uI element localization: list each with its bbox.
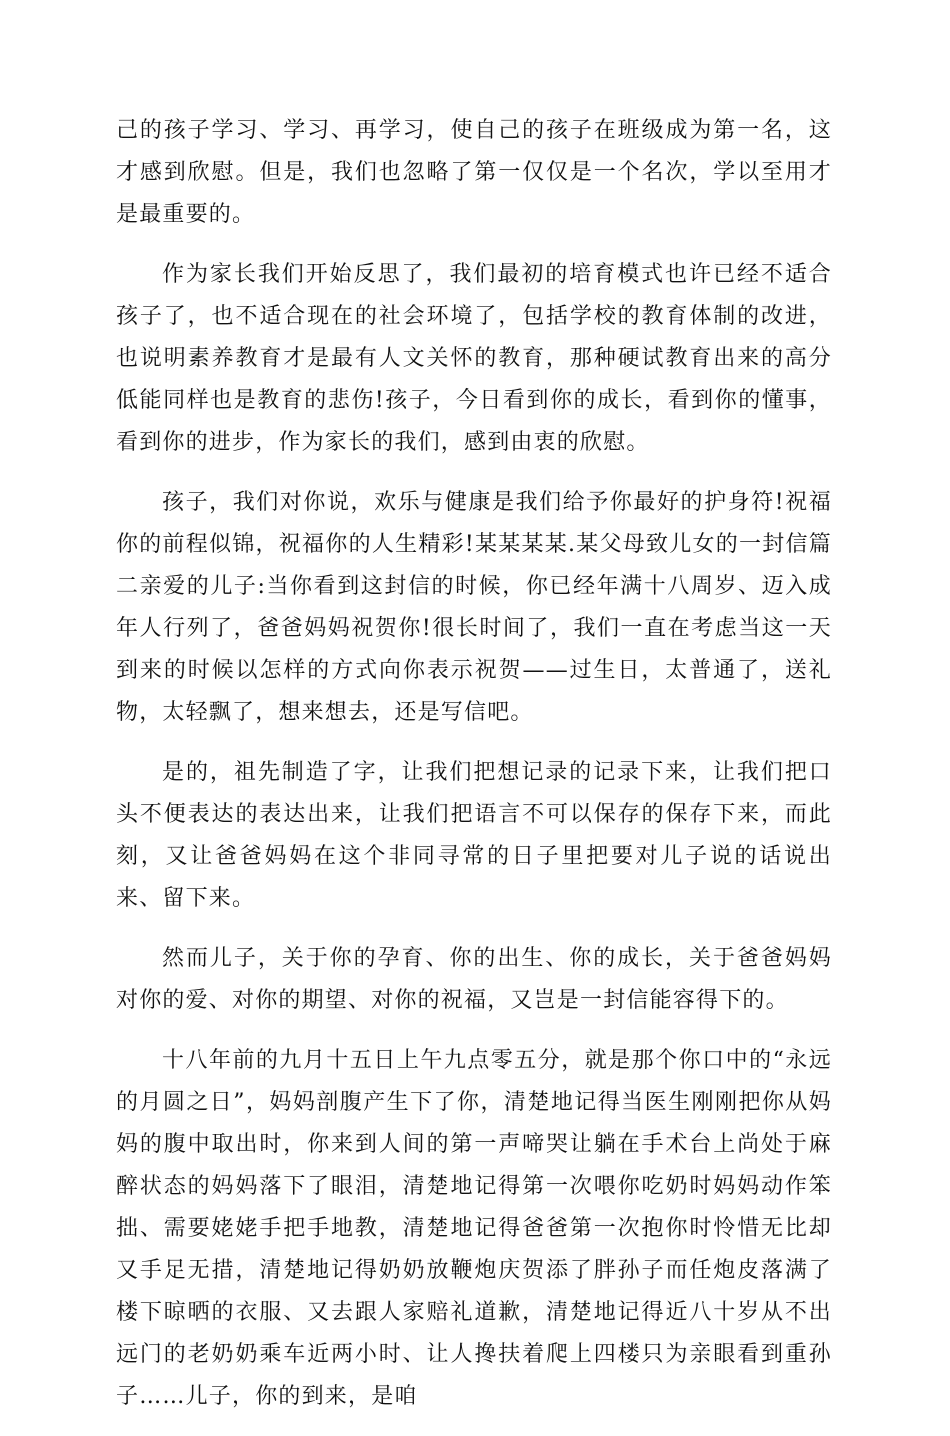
document-page bbox=[116, 110, 832, 1436]
paragraph-2: 作为家长我们开始反思了，我们最初的培育模式也许已经不适合孩子了，也不适合现在的社会环境了，包括学校的教育体制的改进，也说明素养教育才是最有人文关怀的教育，那种硬试教育出来的高分低能同样也是教育的悲伤!孩子，今日看到你的成长，看到你的懂事，看到你的进步，作为家长的我们，感到由衷的欣慰。 bbox=[116, 262, 832, 455]
paragraph-1: 己的孩子学习、学习、再学习，使自己的孩子在班级成为第一名，这才感到欣慰。但是，我们也忽略了第一仅仅是一个名次，学以至用才是最重要的。 bbox=[116, 118, 832, 227]
paragraph-5: 然而儿子，关于你的孕育、你的出生、你的成长，关于爸爸妈妈对你的爱、对你的期望、对你的祝福，又岂是一封信能容得下的。 bbox=[116, 946, 832, 1013]
paragraph-4: 是的，祖先制造了字，让我们把想记录的记录下来，让我们把口头不便表达的表达出来，让我们把语言不可以保存的保存下来，而此刻，又让爸爸妈妈在这个非同寻常的日子里把要对儿子说的话说出来、留下来。 bbox=[116, 760, 832, 911]
paragraph-3: 孩子，我们对你说，欢乐与健康是我们给予你最好的护身符!祝福你的前程似锦，祝福你的人生精彩!某某某某.某父母致儿女的一封信篇二亲爱的儿子:当你看到这封信的时候，你已经年满十八周岁、迈入成年人行列了，爸爸妈妈祝贺你!很长时间了，我们一直在考虑当这一天到来的时候以怎样的方式向你表示祝贺——过生日，太普通了，送礼物，太轻飘了，想来想去，还是写信吧。 bbox=[116, 490, 832, 725]
paragraph-6: 十八年前的九月十五日上午九点零五分，就是那个你口中的“永远的月圆之日”，妈妈剖腹产生下了你，清楚地记得当医生刚刚把你从妈妈的腹中取出时，你来到人间的第一声啼哭让躺在手术台上尚处于麻醉状态的妈妈落下了眼泪，清楚地记得第一次喂你吃奶时妈妈动作笨拙、需要姥姥手把手地教，清楚地记得爸爸第一次抱你时怜惜无比却又手足无措，清楚地记得奶奶放鞭炮庆贺添了胖孙子而任炮皮落满了楼下晾晒的衣服、又去跟人家赔礼道歉，清楚地记得近八十岁从不出远门的老奶奶乘车近两小时、让人搀扶着爬上四楼只为亲眼看到重孙子……儿子，你的到来，是咱 bbox=[116, 1048, 832, 1409]
